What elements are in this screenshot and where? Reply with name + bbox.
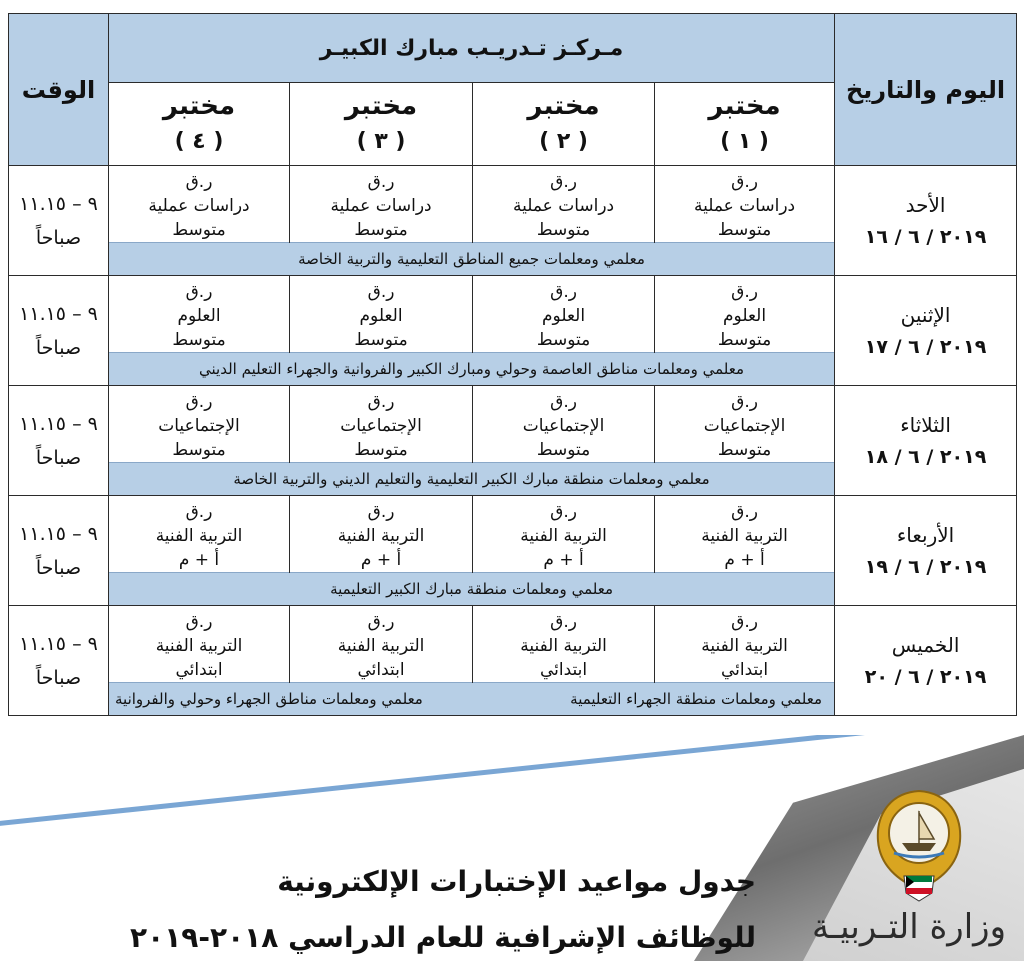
lab-cell-code: ر.ق [185, 172, 213, 192]
lab-cell-subject: الإجتماعيات [522, 416, 605, 436]
lab-cell-level: متوسط [536, 220, 591, 240]
lab-cell-subject: التربية الفنية [155, 636, 243, 656]
lab-cell-level: متوسط [536, 440, 591, 460]
time-range: ٩ – ١١.١٥ [19, 302, 98, 325]
lab-cell-code: ر.ق [185, 282, 213, 302]
time-header: الوقت [9, 14, 109, 166]
lab-cell-code: ر.ق [367, 502, 395, 522]
time-cell [9, 606, 109, 716]
time-period: صباحاً [35, 666, 82, 689]
row-note: معلمي ومعلمات جميع المناطق التعليمية والتربية الخاصة [109, 243, 835, 276]
time-period: صباحاً [35, 446, 82, 469]
lab-cell [290, 606, 473, 683]
lab-cell [655, 166, 835, 243]
time-period: صباحاً [35, 226, 82, 249]
lab-cell-subject: التربية الفنية [337, 636, 425, 656]
lab-cell-level: متوسط [717, 220, 772, 240]
lab-cell-code: ر.ق [731, 612, 758, 632]
day-date-cell [835, 386, 1017, 496]
lab-cell-level: متوسط [717, 330, 772, 350]
lab-cell [109, 386, 290, 463]
day-date-cell [835, 276, 1017, 386]
time-cell [9, 496, 109, 606]
lab-cell [109, 606, 290, 683]
lab-cell-level: أ + م [724, 550, 765, 570]
day-name: الأحد [905, 192, 946, 217]
lab-cell-code: ر.ق [550, 612, 577, 632]
lab-cell-subject: العلوم [359, 306, 403, 326]
lab-cell-subject: دراسات عملية [512, 196, 615, 216]
lab-cell-subject: التربية الفنية [337, 526, 425, 546]
day-date-header: اليوم والتاريخ [835, 14, 1017, 166]
lab-cell-code: ر.ق [367, 172, 395, 192]
lab-cell [109, 166, 290, 243]
lab-cell-code: ر.ق [367, 282, 395, 302]
lab-cell-code: ر.ق [185, 612, 213, 632]
time-range: ٩ – ١١.١٥ [19, 192, 98, 215]
lab-cell-code: ر.ق [731, 502, 758, 522]
lab-cell-subject: التربية الفنية [701, 636, 788, 656]
row-note-right: معلمي ومعلمات منطقة الجهراء التعليمية [570, 690, 823, 708]
lab-cell-subject: التربية الفنية [701, 526, 788, 546]
lab-cell-subject: العلوم [177, 306, 221, 326]
lab-cell [290, 386, 473, 463]
lab-cell [655, 386, 835, 463]
time-range: ٩ – ١١.١٥ [19, 412, 98, 435]
center-title: مـركـز تـدريـب مبارك الكبيـر [109, 14, 835, 83]
schedule-table-wrap [8, 13, 1016, 734]
time-cell [9, 276, 109, 386]
lab-cell-code: ر.ق [367, 392, 395, 412]
lab-cell-code: ر.ق [550, 282, 577, 302]
lab-cell-level: متوسط [536, 330, 591, 350]
lab-cell [655, 276, 835, 353]
lab-cell-level: متوسط [172, 440, 226, 460]
lab-cell-subject: العلوم [542, 306, 586, 326]
lab-cell-code: ر.ق [185, 392, 213, 412]
lab-cell-level: متوسط [354, 220, 408, 240]
day-name: الإثنين [900, 302, 951, 327]
lab-cell [290, 496, 473, 573]
kuwait-emblem-icon [864, 781, 974, 906]
lab-cell-code: ر.ق [731, 282, 758, 302]
lab-header: مختبر ( ٢ ) [473, 83, 655, 166]
schedule-table [8, 13, 1017, 716]
day-name: الأربعاء [896, 522, 955, 547]
lab-cell-subject: دراسات عملية [330, 196, 432, 216]
day-name: الثلاثاء [900, 412, 951, 437]
time-cell [9, 386, 109, 496]
lab-cell [473, 166, 655, 243]
time-period: صباحاً [35, 556, 82, 579]
lab-cell [290, 276, 473, 353]
lab-cell [473, 276, 655, 353]
lab-header: مختبر ( ٣ ) [290, 83, 473, 166]
ministry-name: وزارة التـربيـة [811, 907, 1006, 947]
footer-title-line1: جدول مواعيد الإختبارات الإلكترونية [277, 865, 756, 898]
lab-cell [109, 276, 290, 353]
lab-cell-level: متوسط [354, 330, 408, 350]
time-cell [9, 166, 109, 276]
row-note-left: معلمي ومعلمات مناطق الجهراء وحولي والفروانية [115, 690, 423, 708]
lab-cell-subject: التربية الفنية [520, 526, 607, 546]
row-note: معلمي ومعلمات مناطق العاصمة وحولي ومبارك الكبير والفروانية والجهراء التعليم الديني [109, 353, 835, 386]
time-period: صباحاً [35, 336, 82, 359]
lab-cell-level: ابتدائي [357, 660, 405, 680]
lab-cell-subject: التربية الفنية [155, 526, 243, 546]
time-range: ٩ – ١١.١٥ [19, 632, 98, 655]
lab-cell-subject: الإجتماعيات [158, 416, 240, 436]
lab-cell-level: متوسط [172, 330, 226, 350]
lab-cell-subject: دراسات عملية [148, 196, 250, 216]
day-date-cell [835, 496, 1017, 606]
lab-cell [109, 496, 290, 573]
lab-cell-code: ر.ق [731, 172, 758, 192]
lab-cell [473, 386, 655, 463]
date: ٢٠١٩ / ٦ / ١٦ [864, 225, 987, 248]
lab-cell-level: أ + م [360, 550, 402, 570]
lab-cell [290, 166, 473, 243]
day-date-cell [835, 606, 1017, 716]
lab-cell-level: ابتدائي [175, 660, 223, 680]
lab-cell-code: ر.ق [550, 392, 577, 412]
lab-cell-code: ر.ق [367, 612, 395, 632]
footer [0, 735, 1024, 961]
lab-cell-level: متوسط [717, 440, 772, 460]
lab-header: مختبر ( ١ ) [655, 83, 835, 166]
lab-cell-code: ر.ق [731, 392, 758, 412]
lab-cell-level: أ + م [178, 550, 220, 570]
lab-cell [655, 606, 835, 683]
lab-cell-subject: العلوم [723, 306, 767, 326]
lab-cell-level: متوسط [354, 440, 408, 460]
date: ٢٠١٩ / ٦ / ١٨ [864, 445, 987, 468]
row-note: معلمي ومعلمات منطقة مبارك الكبير التعليمية [109, 573, 835, 606]
lab-cell [473, 496, 655, 573]
day-date-cell [835, 166, 1017, 276]
date: ٢٠١٩ / ٦ / ١٧ [864, 335, 987, 358]
lab-cell-level: ابتدائي [539, 660, 588, 680]
row-note [109, 683, 835, 716]
lab-cell-code: ر.ق [550, 172, 577, 192]
lab-cell-code: ر.ق [550, 502, 577, 522]
lab-cell-level: متوسط [172, 220, 226, 240]
lab-cell-subject: التربية الفنية [520, 636, 607, 656]
lab-cell-subject: الإجتماعيات [703, 416, 786, 436]
lab-cell-code: ر.ق [185, 502, 213, 522]
time-range: ٩ – ١١.١٥ [19, 522, 98, 545]
row-note: معلمي ومعلمات منطقة مبارك الكبير التعليمية والتعليم الديني والتربية الخاصة [109, 463, 835, 496]
lab-cell-level: ابتدائي [720, 660, 769, 680]
lab-cell-subject: الإجتماعيات [340, 416, 422, 436]
day-name: الخميس [891, 632, 960, 657]
lab-cell [473, 606, 655, 683]
date: ٢٠١٩ / ٦ / ٢٠ [864, 665, 987, 688]
lab-cell-subject: دراسات عملية [693, 196, 796, 216]
date: ٢٠١٩ / ٦ / ١٩ [864, 555, 987, 578]
lab-cell [655, 496, 835, 573]
lab-cell-level: أ + م [543, 550, 584, 570]
lab-header: مختبر ( ٤ ) [109, 83, 290, 166]
footer-title-line2: للوظائف الإشرافية للعام الدراسي ٢٠١٨-٢٠١٩ [130, 921, 756, 954]
